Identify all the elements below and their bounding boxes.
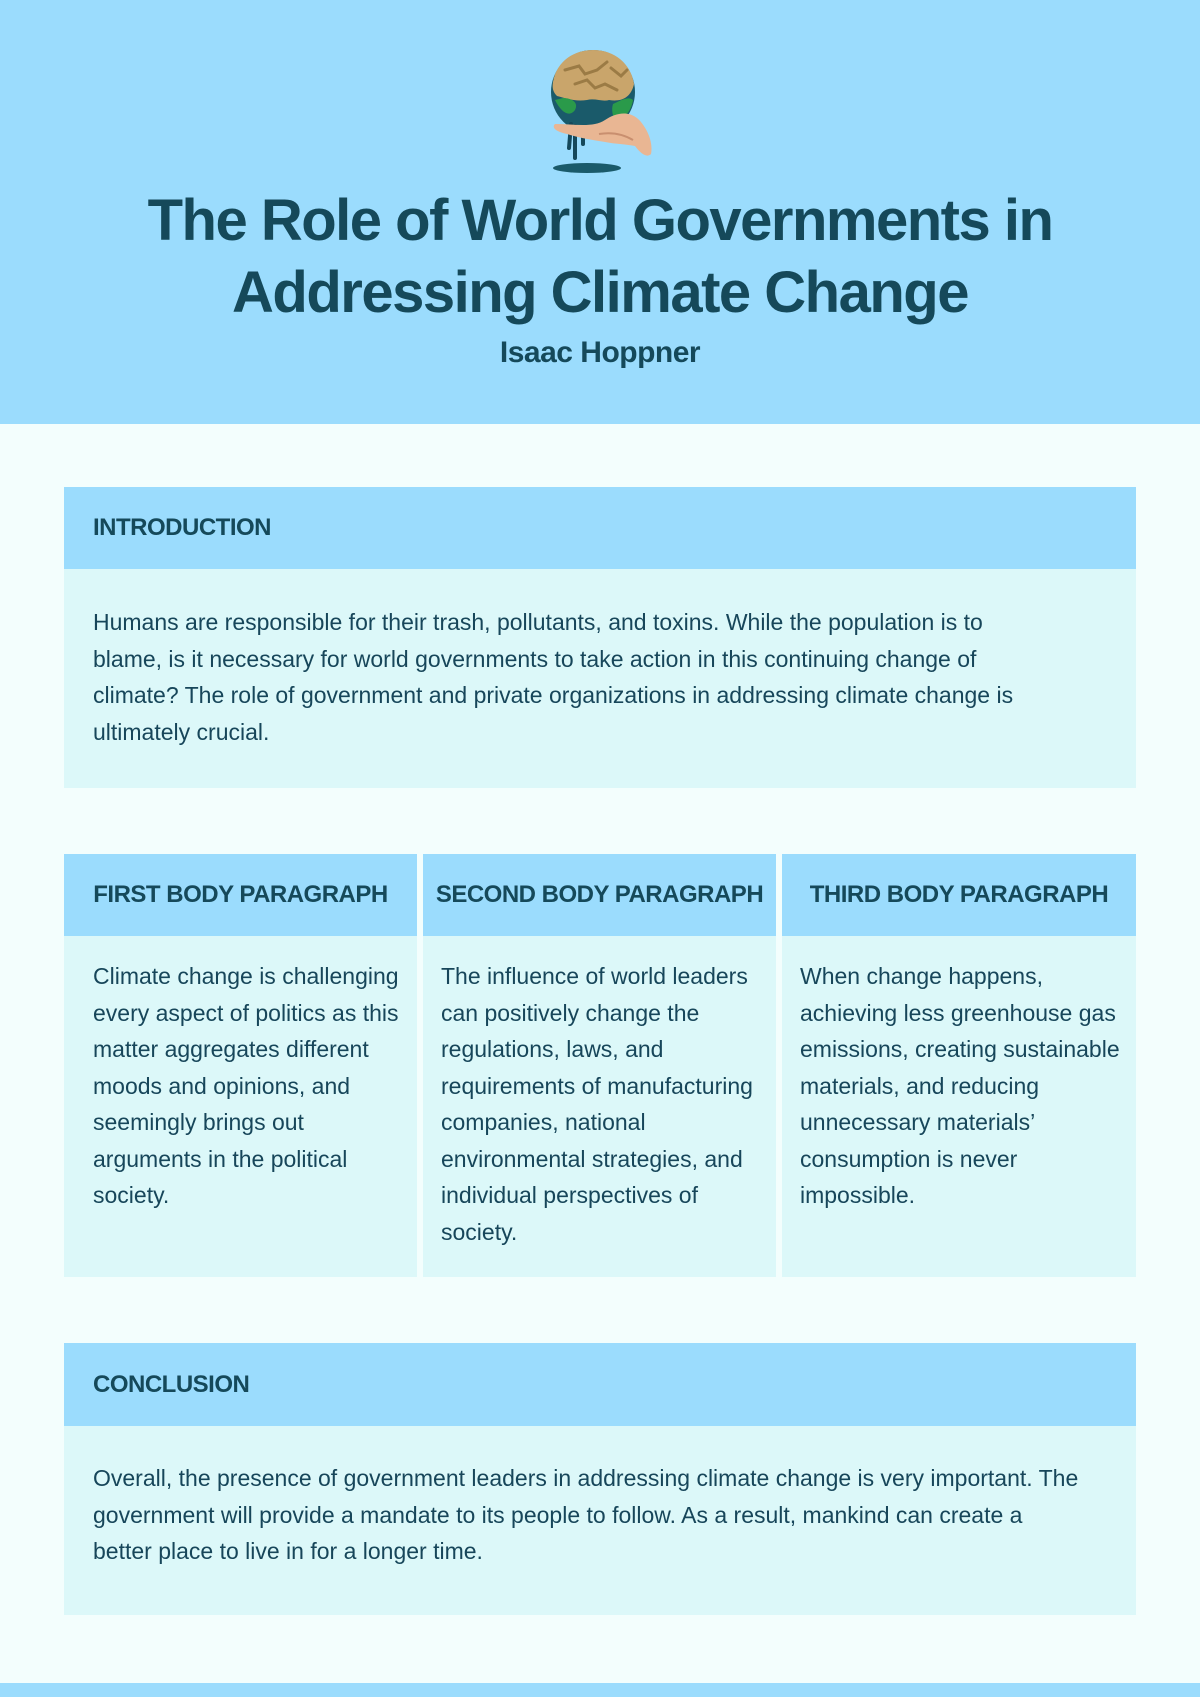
third-body-heading-bar: [782, 854, 1136, 936]
conclusion-heading: CONCLUSION: [93, 1370, 250, 1398]
first-body-text: Climate change is challenging every aspect of politics as this matter aggregates different moods and opinions, and seemingly brings out arguments in the political society.: [93, 963, 399, 1208]
conclusion-heading-bar: [64, 1343, 1136, 1426]
title-line-1: The Role of World Governments in: [147, 188, 1053, 253]
first-body-panel: [64, 936, 417, 1277]
author-name: Isaac Hoppner: [499, 336, 701, 369]
introduction-text: Humans are responsible for their trash, pollutants, and toxins. While the population is to blame, is it necessary for world governments to take action in this continuing change of climate? The role of government and private organizations in addressing climate change is ultimately crucial.: [93, 609, 1014, 745]
first-body-heading-bar: [64, 854, 417, 936]
introduction-panel: [64, 569, 1136, 788]
conclusion-panel: [64, 1426, 1136, 1615]
third-body-panel: [782, 936, 1136, 1277]
second-body-heading: SECOND BODY PARAGRAPH: [435, 881, 764, 908]
second-body-panel: [423, 936, 776, 1277]
first-body-heading: FIRST BODY PARAGRAPH: [93, 881, 388, 908]
title-line-2: Addressing Climate Change: [232, 260, 968, 325]
second-body-text: The influence of world leaders can positively change the regulations, laws, and requirements of manufacturing companies, national environmental strategies, and individual perspectives of society.: [441, 963, 753, 1245]
conclusion-text: Overall, the presence of government leaders in addressing climate change is very important. The government will provide a mandate to its people to follow. As a result, mankind can create a better place to live in for a longer time.: [93, 1465, 1079, 1564]
page-title: [0, 185, 1200, 329]
third-body-heading: THIRD BODY PARAGRAPH: [809, 881, 1109, 908]
introduction-heading-bar: [64, 487, 1136, 569]
earth-in-hand-icon: [535, 40, 665, 180]
footer-bar: [0, 1683, 1200, 1697]
third-body-text: When change happens, achieving less greenhouse gas emissions, creating sustainable materials, and reducing unnecessary materials’ consumption is never impossible.: [800, 963, 1120, 1208]
second-body-heading-bar: [423, 854, 776, 936]
header-banner: [0, 0, 1200, 424]
introduction-heading: INTRODUCTION: [93, 514, 271, 541]
